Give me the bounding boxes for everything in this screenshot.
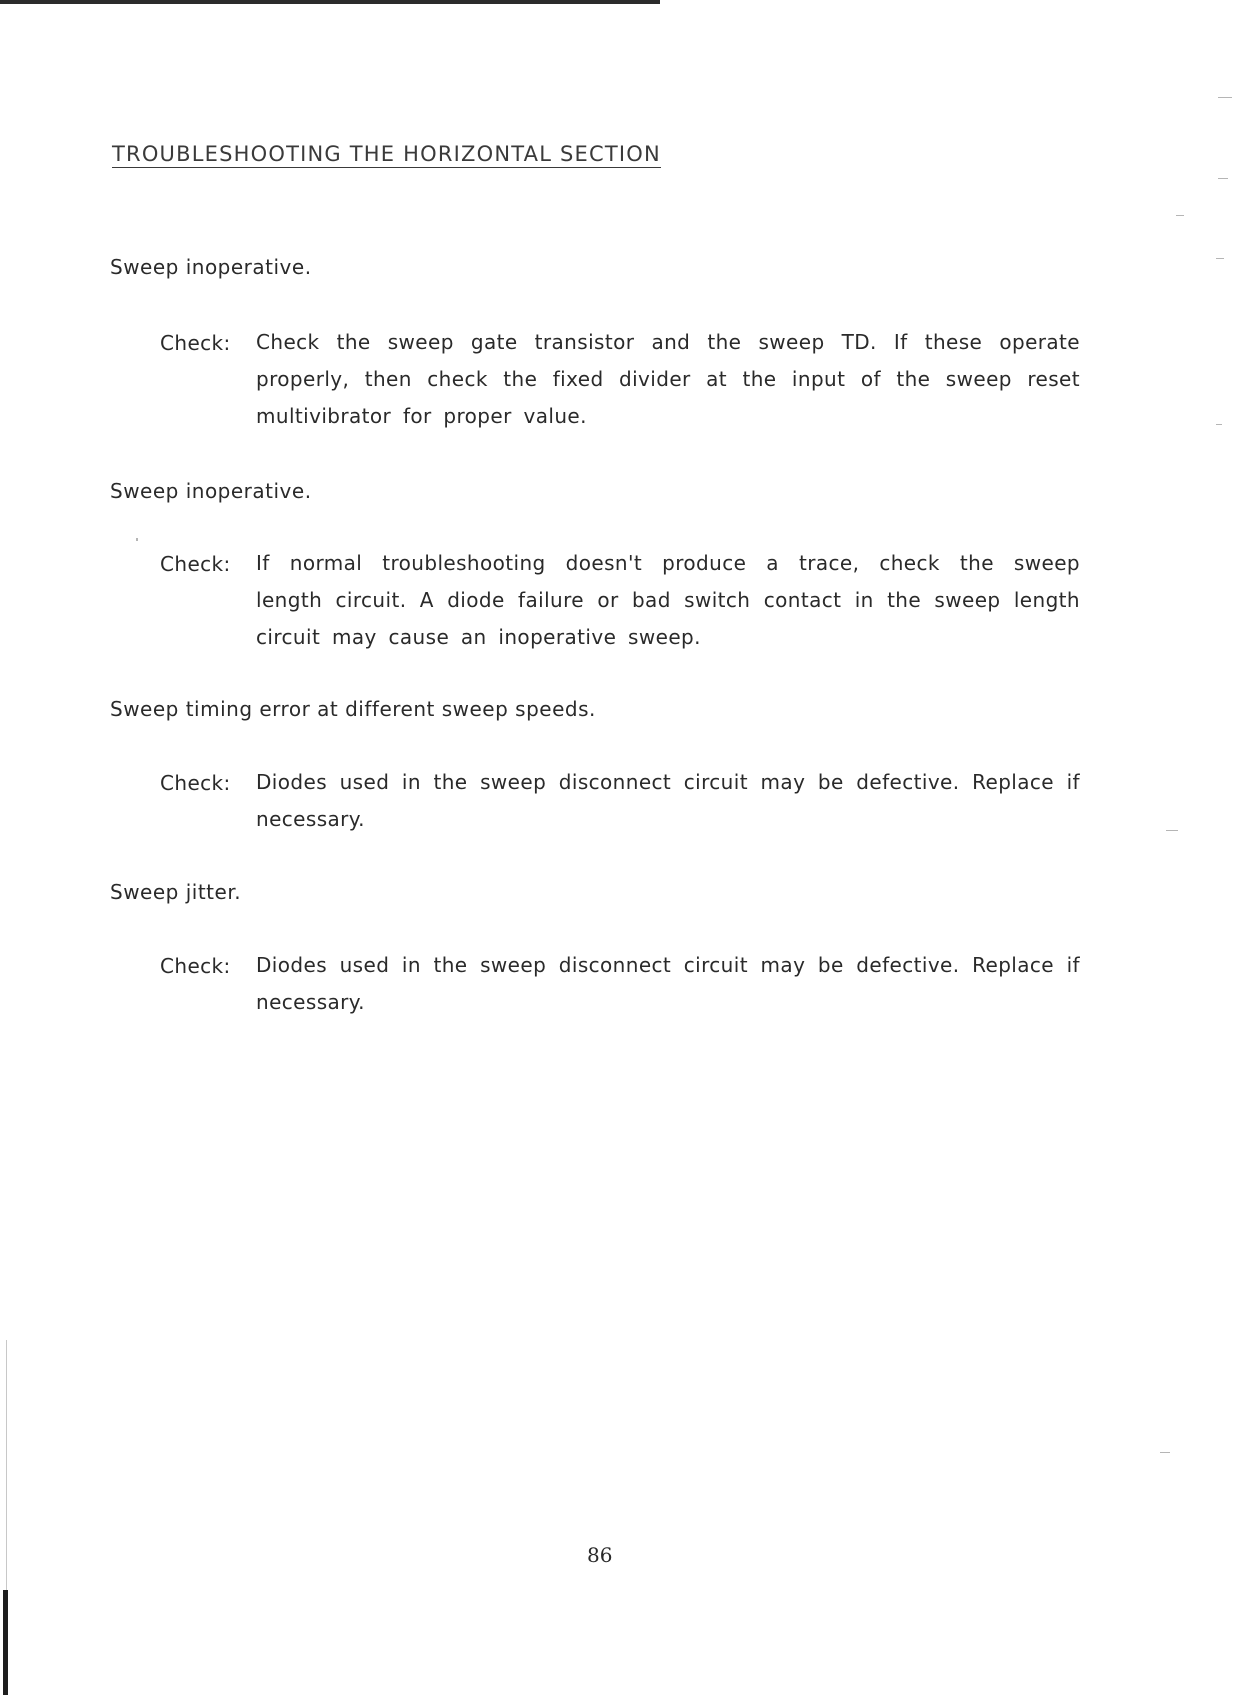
symptom-title: Sweep inoperative. (110, 255, 312, 279)
scan-speck (1218, 178, 1228, 179)
check-text: Diodes used in the sweep disconnect circuit may be defective. Replace if necessary. (256, 953, 1080, 1014)
scan-speck (1218, 97, 1232, 98)
check-label: Check: (160, 552, 231, 576)
scan-edge-line (6, 1340, 7, 1590)
scan-speck (1166, 830, 1178, 831)
scan-speck (1176, 215, 1184, 216)
symptom-title: Sweep jitter. (110, 880, 242, 904)
scan-speck (136, 538, 138, 541)
check-text: Check the sweep gate transistor and the sweep TD. If these operate properly, then check the fixed divider at the input of the sweep reset multivibrator for proper value. (256, 330, 1080, 428)
section-heading: TROUBLESHOOTING THE HORIZONTAL SECTION (112, 142, 661, 166)
scan-speck (1160, 1452, 1170, 1453)
check-text: Diodes used in the sweep disconnect circuit may be defective. Replace if necessary. (256, 770, 1080, 831)
scan-speck (1216, 258, 1224, 259)
scan-speck (1216, 424, 1222, 425)
scan-edge-bar (3, 1590, 8, 1695)
top-border-rule (0, 0, 660, 4)
page-number: 86 (587, 1543, 613, 1567)
check-label: Check: (160, 771, 231, 795)
symptom-title: Sweep timing error at different sweep speeds. (110, 697, 596, 721)
check-label: Check: (160, 954, 231, 978)
check-label: Check: (160, 331, 231, 355)
check-text: If normal troubleshooting doesn't produce a trace, check the sweep length circuit. A diode failure or bad switch contact in the sweep length circuit may cause an inoperative sweep. (256, 551, 1080, 649)
symptom-title: Sweep inoperative. (110, 479, 312, 503)
